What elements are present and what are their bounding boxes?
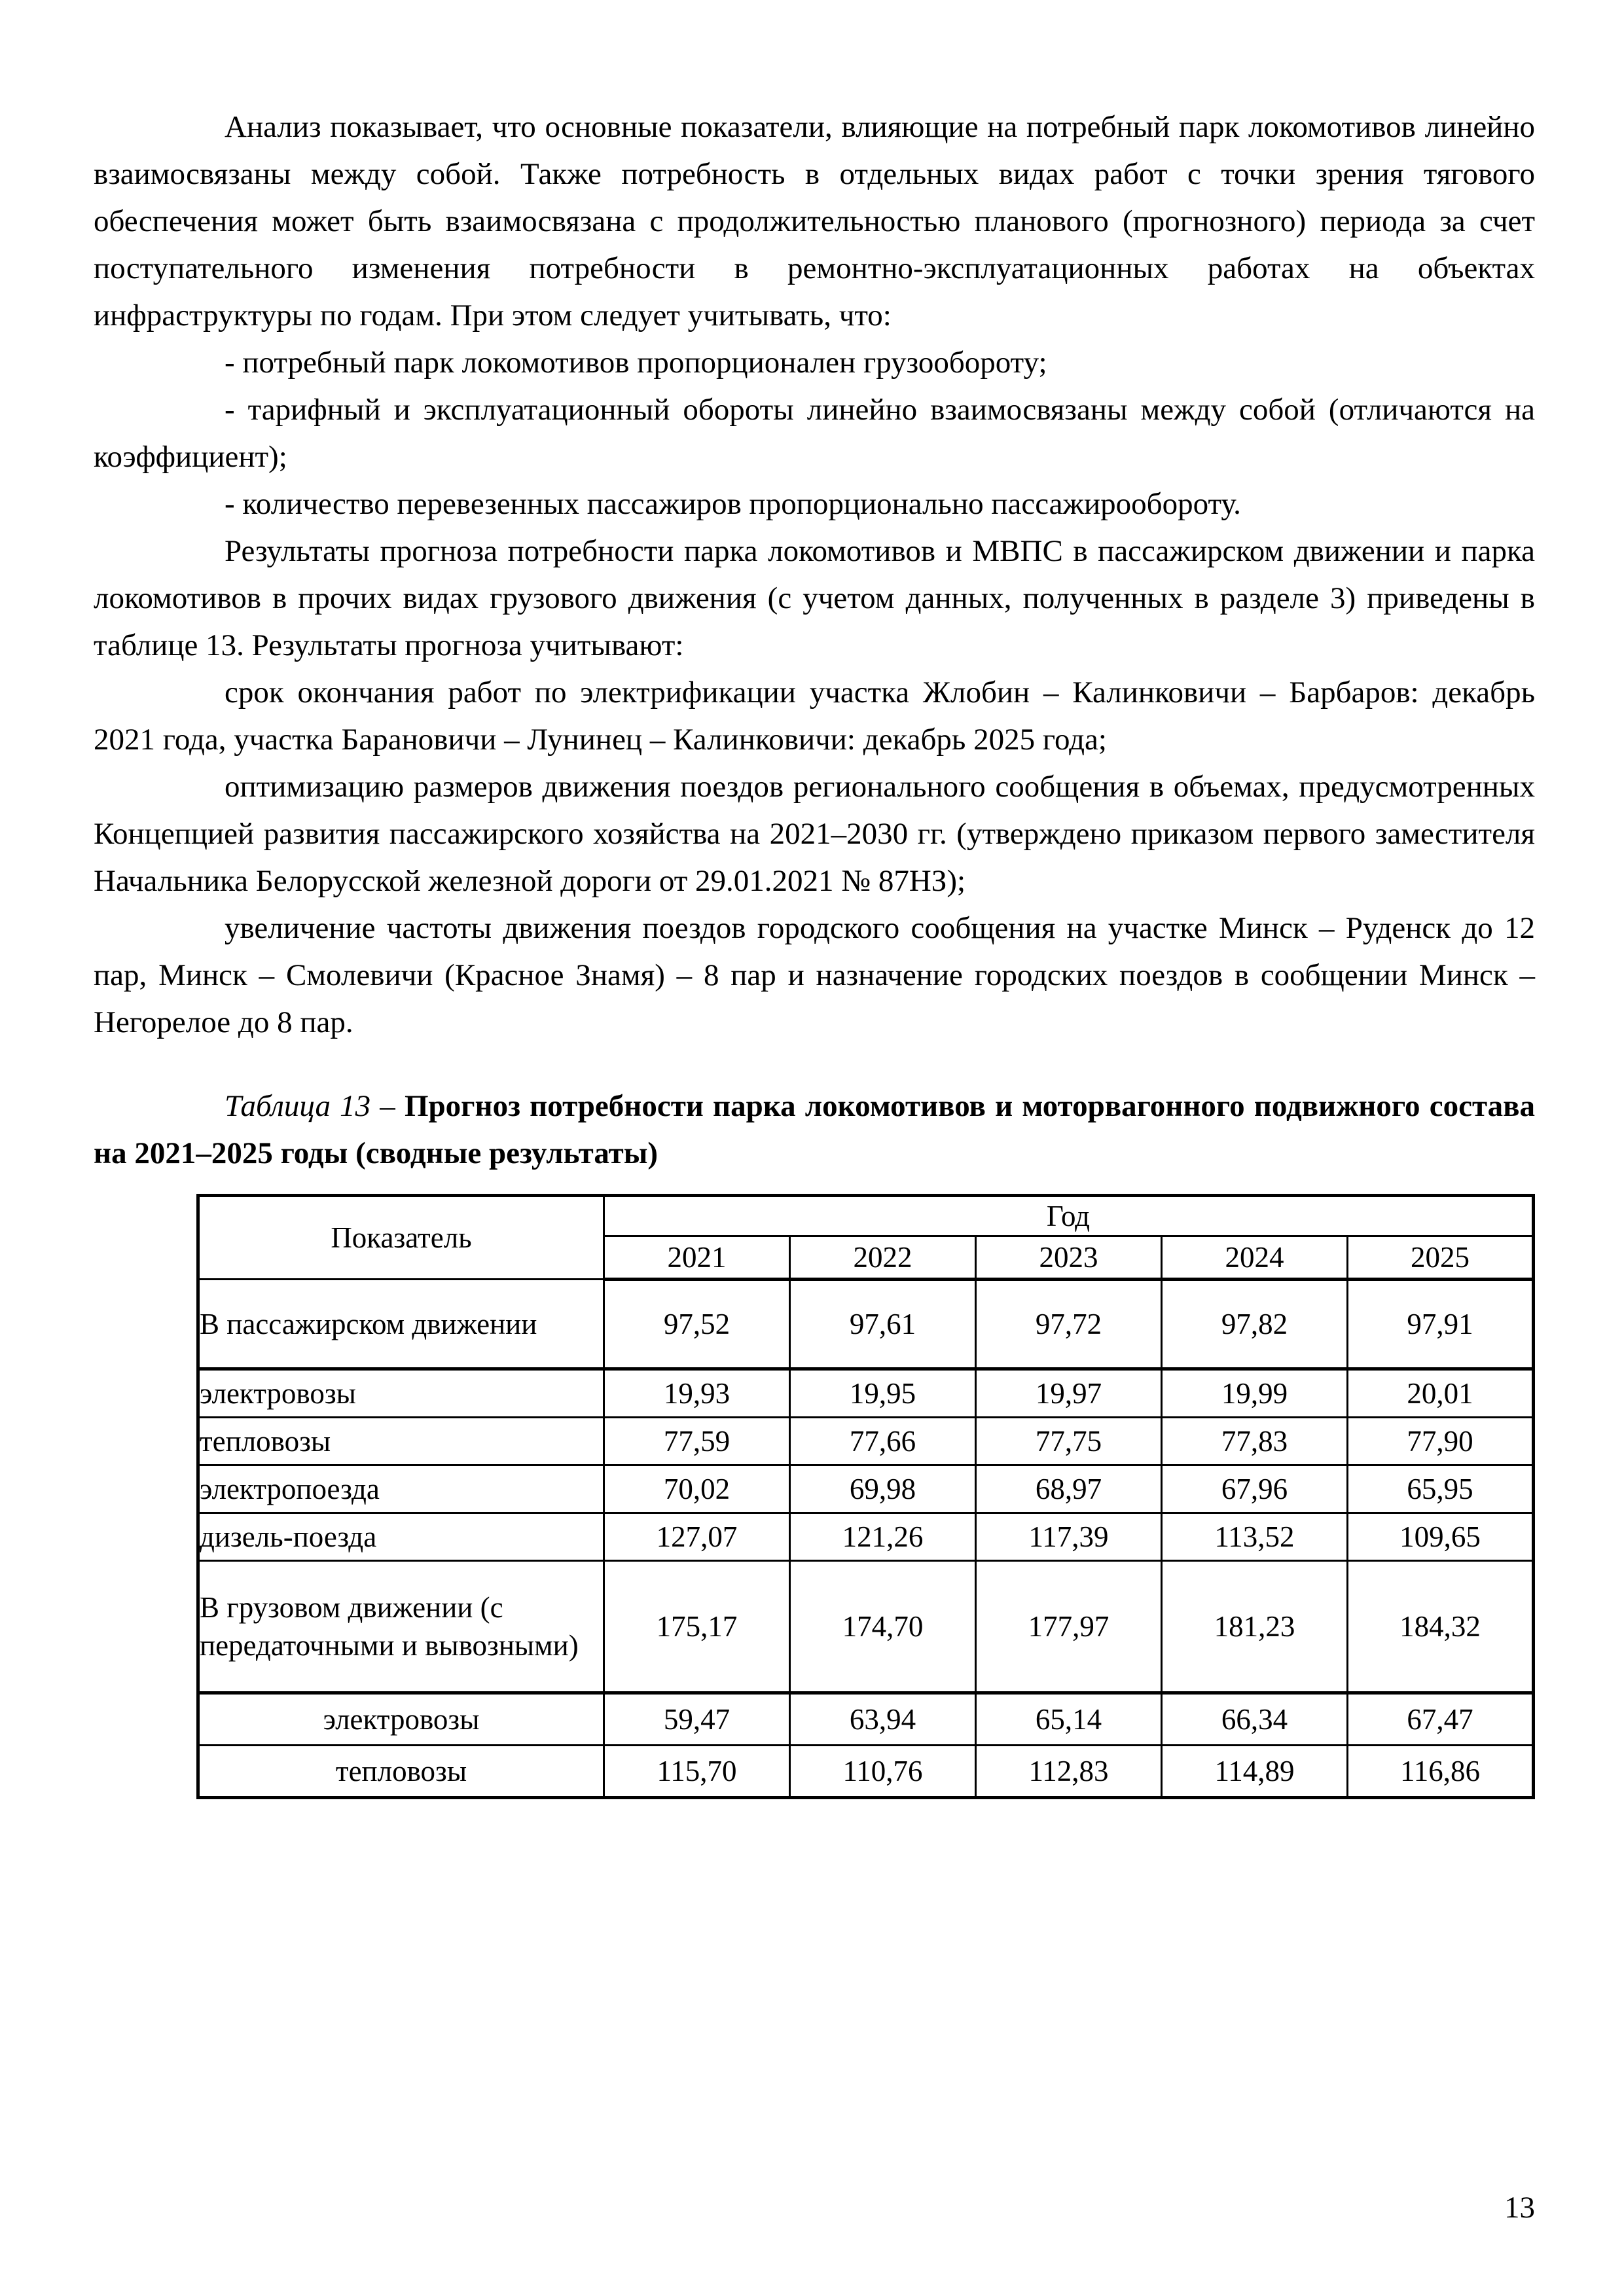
value-cell: 97,82 xyxy=(1162,1280,1348,1369)
value-cell: 67,96 xyxy=(1162,1465,1348,1513)
indicator-cell: электровозы xyxy=(198,1369,604,1418)
paragraph-forecast-results: Результаты прогноза потребности парка локомотивов и МВПС в пассажирском движении и парка локомотивов в прочих видах грузового движения (с учетом данных, полученных в разделе 3) приведены в таблице 13. Результаты прогноза учитывают: xyxy=(94,534,1535,662)
value-cell: 174,70 xyxy=(790,1561,976,1693)
column-header-year-2022: 2022 xyxy=(790,1236,976,1280)
value-cell: 77,66 xyxy=(790,1418,976,1465)
table-row-freight-diesel-locos xyxy=(198,1746,1534,1798)
column-header-year-2025: 2025 xyxy=(1348,1236,1534,1280)
value-cell: 97,52 xyxy=(604,1280,790,1369)
indicator-cell: электровозы xyxy=(198,1693,604,1746)
column-header-year-2023: 2023 xyxy=(976,1236,1162,1280)
value-cell: 65,95 xyxy=(1348,1465,1534,1513)
table-caption-label: Таблица 13 – xyxy=(225,1089,405,1123)
column-header-year-2021: 2021 xyxy=(604,1236,790,1280)
page-content xyxy=(94,103,1535,1799)
value-cell: 77,83 xyxy=(1162,1418,1348,1465)
value-cell: 19,93 xyxy=(604,1369,790,1418)
table-caption-title: Прогноз потребности парка локомотивов и моторвагонного подвижного состава на 2021–2025 годы (сводные результаты) xyxy=(94,1089,1535,1170)
column-header-year-group: Год xyxy=(604,1196,1534,1236)
table-row-electric-trains xyxy=(198,1465,1534,1513)
list-item-fleet-proportional: - потребный парк локомотивов пропорционален грузообороту; xyxy=(225,346,1047,380)
paragraph-regional-optimization: оптимизацию размеров движения поездов регионального сообщения в объемах, предусмотренных Концепцией развития пассажирского хозяйства на 2021–2030 гг. (утверждено приказом первого заместителя Начальника Белорусской железной дороги от 29.01.2021 № 87НЗ); xyxy=(94,770,1535,898)
value-cell: 69,98 xyxy=(790,1465,976,1513)
value-cell: 59,47 xyxy=(604,1693,790,1746)
value-cell: 68,97 xyxy=(976,1465,1162,1513)
page-number: 13 xyxy=(1504,2191,1535,2225)
list-item-tariff-turnover: - тарифный и эксплуатационный обороты линейно взаимосвязаны между собой (отличаются на коэффициент); xyxy=(94,393,1535,474)
table-row-freight-electric-locos xyxy=(198,1693,1534,1746)
value-cell: 63,94 xyxy=(790,1693,976,1746)
value-cell: 70,02 xyxy=(604,1465,790,1513)
table-caption xyxy=(94,1083,1535,1177)
value-cell: 20,01 xyxy=(1348,1369,1534,1418)
value-cell: 97,91 xyxy=(1348,1280,1534,1369)
indicator-cell: дизель-поезда xyxy=(198,1513,604,1561)
value-cell: 97,61 xyxy=(790,1280,976,1369)
value-cell: 184,32 xyxy=(1348,1561,1534,1693)
indicator-cell: тепловозы xyxy=(198,1746,604,1798)
value-cell: 66,34 xyxy=(1162,1693,1348,1746)
value-cell: 19,99 xyxy=(1162,1369,1348,1418)
value-cell: 177,97 xyxy=(976,1561,1162,1693)
value-cell: 121,26 xyxy=(790,1513,976,1561)
value-cell: 65,14 xyxy=(976,1693,1162,1746)
value-cell: 175,17 xyxy=(604,1561,790,1693)
value-cell: 97,72 xyxy=(976,1280,1162,1369)
value-cell: 19,97 xyxy=(976,1369,1162,1418)
table-row-passenger-electric-locos xyxy=(198,1369,1534,1418)
indicator-cell: тепловозы xyxy=(198,1418,604,1465)
table-row-passenger-total xyxy=(198,1280,1534,1369)
list-item-passenger-count: - количество перевезенных пассажиров пропорционально пассажирообороту. xyxy=(225,487,1241,521)
value-cell: 77,59 xyxy=(604,1418,790,1465)
table-row-passenger-diesel-locos xyxy=(198,1418,1534,1465)
value-cell: 116,86 xyxy=(1348,1746,1534,1798)
paragraph-electrification-deadline: срок окончания работ по электрификации участка Жлобин – Калинковичи – Барбаров: декабрь 2021 года, участка Барановичи – Лунинец – Калинковичи: декабрь 2025 года; xyxy=(94,675,1535,757)
table-header-row-group xyxy=(198,1196,1534,1236)
value-cell: 67,47 xyxy=(1348,1693,1534,1746)
value-cell: 181,23 xyxy=(1162,1561,1348,1693)
paragraph-city-trains: увеличение частоты движения поездов городского сообщения на участке Минск – Руденск до 12 пар, Минск – Смолевичи (Красное Знамя) – 8 пар и назначение городских поездов в сообщении Минск – Негорелое до 8 пар. xyxy=(94,911,1535,1039)
table-row-diesel-trains xyxy=(198,1513,1534,1561)
value-cell: 19,95 xyxy=(790,1369,976,1418)
value-cell: 77,75 xyxy=(976,1418,1162,1465)
value-cell: 109,65 xyxy=(1348,1513,1534,1561)
value-cell: 112,83 xyxy=(976,1746,1162,1798)
paragraph-analysis: Анализ показывает, что основные показатели, влияющие на потребный парк локомотивов линейно взаимосвязаны между собой. Также потребность в отдельных видах работ с точки зрения тягового обеспечения может быть взаимосвязана с продолжительностью планового (прогнозного) периода за счет поступательного изменения потребности в ремонтно-эксплуатационных работах на объектах инфраструктуры по годам. При этом следует учитывать, что: xyxy=(94,110,1535,332)
value-cell: 113,52 xyxy=(1162,1513,1348,1561)
indicator-cell: электропоезда xyxy=(198,1465,604,1513)
value-cell: 77,90 xyxy=(1348,1418,1534,1465)
value-cell: 127,07 xyxy=(604,1513,790,1561)
forecast-table xyxy=(196,1194,1535,1799)
indicator-cell: В пассажирском движении xyxy=(198,1280,604,1369)
indicator-cell: В грузовом движении (с передаточными и вывозными) xyxy=(198,1561,604,1693)
column-header-indicator: Показатель xyxy=(198,1196,604,1280)
column-header-year-2024: 2024 xyxy=(1162,1236,1348,1280)
value-cell: 115,70 xyxy=(604,1746,790,1798)
value-cell: 110,76 xyxy=(790,1746,976,1798)
value-cell: 114,89 xyxy=(1162,1746,1348,1798)
value-cell: 117,39 xyxy=(976,1513,1162,1561)
table-row-freight-total xyxy=(198,1561,1534,1693)
